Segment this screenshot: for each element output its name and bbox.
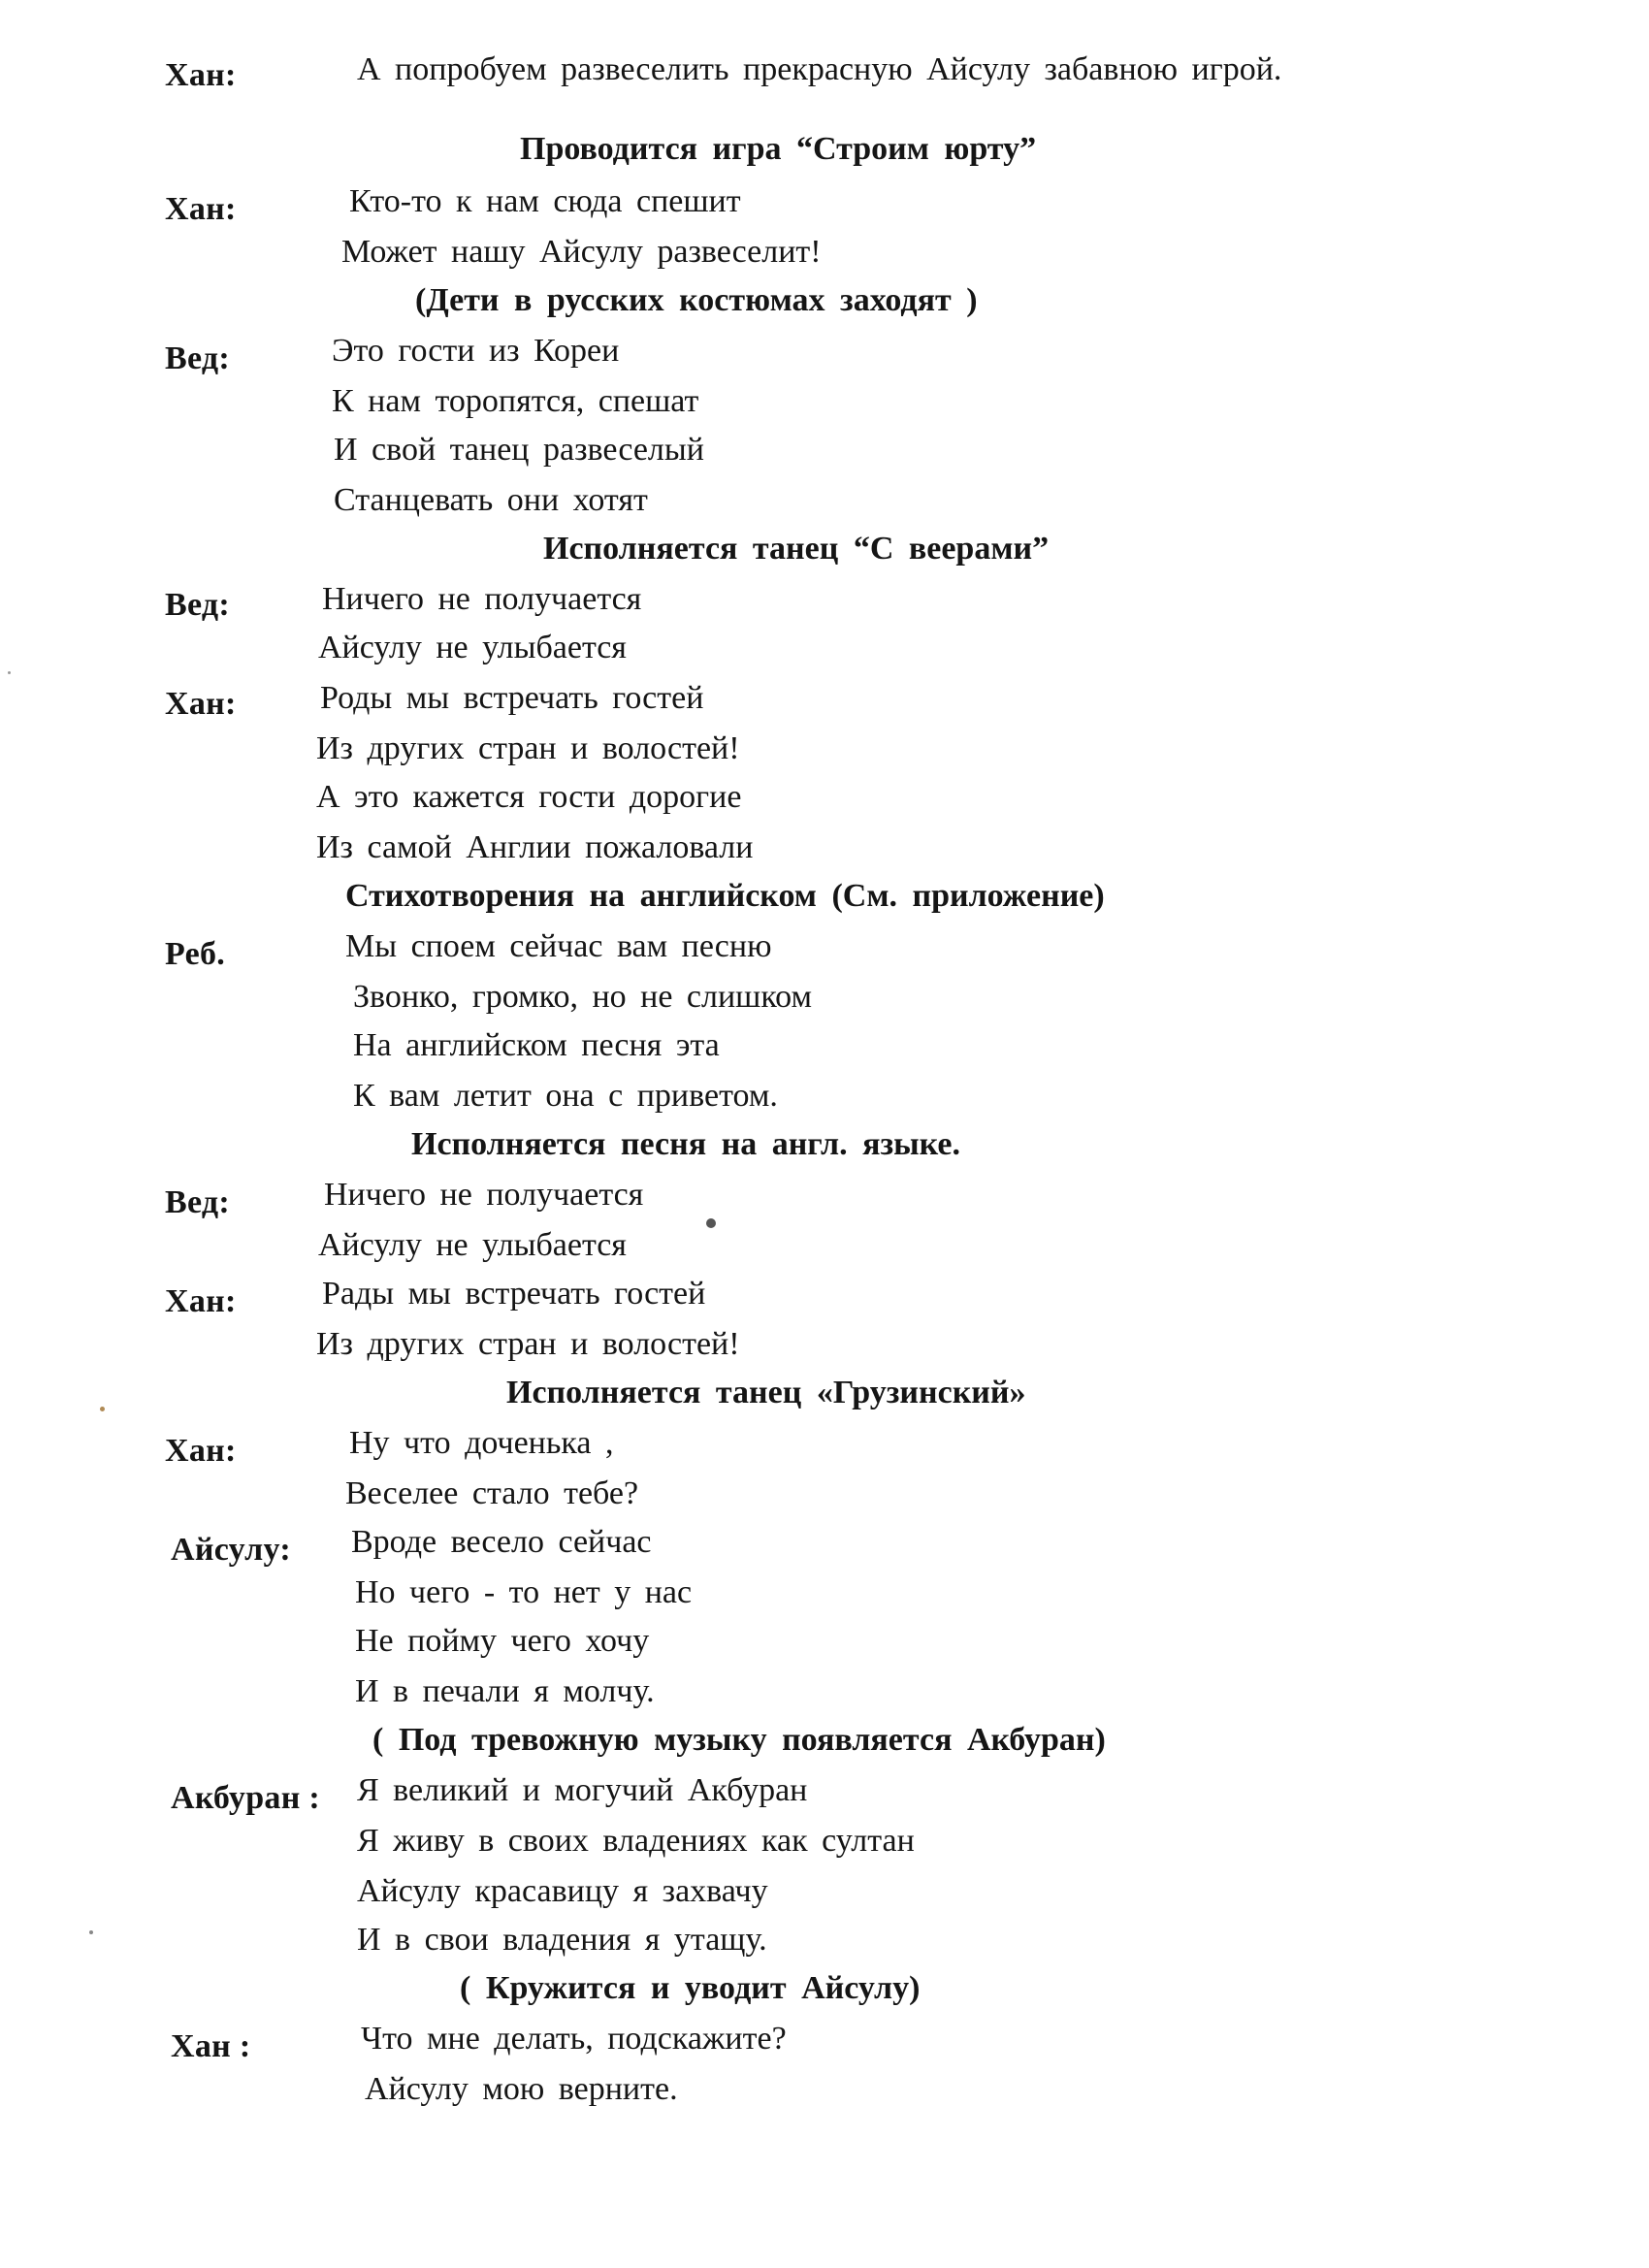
speaker-label: Хан:	[165, 686, 237, 722]
stage-direction: ( Под тревожную музыку появляется Акбуран)	[372, 1722, 1106, 1758]
stage-direction: Исполняется танец «Грузинский»	[506, 1375, 1026, 1410]
dialogue-line: Кто-то к нам сюда спешит	[349, 183, 741, 219]
stage-direction: Исполняется песня на англ. языке.	[411, 1126, 961, 1162]
speaker-label: Вед:	[165, 587, 231, 623]
stage-direction: Исполняется танец “С веерами”	[543, 531, 1050, 567]
speaker-label: Вед:	[165, 340, 231, 376]
stage-direction: Проводится игра “Строим юрту”	[520, 131, 1037, 167]
dialogue-line: Айсулу не улыбается	[318, 1227, 627, 1263]
stage-direction: ( Кружится и уводит Айсулу)	[460, 1970, 921, 2006]
speaker-label: Хан:	[165, 1433, 237, 1469]
dialogue-line: Ничего не получается	[324, 1177, 644, 1213]
dialogue-line: Может нашу Айсулу развеселит!	[341, 234, 822, 270]
dialogue-line: А попробуем развеселить прекрасную Айсулу забавною игрой.	[357, 51, 1282, 87]
dialogue-line: Из самой Англии пожаловали	[316, 829, 754, 865]
speaker-label: Хан:	[165, 57, 237, 93]
dialogue-line: К нам торопятся, спешат	[332, 383, 699, 419]
dialogue-line: Но чего - то нет у нас	[355, 1574, 693, 1610]
speaker-label: Айсулу:	[171, 1532, 291, 1568]
dialogue-line: Из других стран и волостей!	[316, 730, 740, 766]
dialogue-line: Ну что доченька ,	[349, 1425, 614, 1461]
dialogue-line: Станцевать они хотят	[334, 482, 648, 518]
dialogue-line: И в свои владения я утащу.	[357, 1922, 767, 1958]
scan-speck	[706, 1218, 716, 1228]
dialogue-line: Что мне делать, подскажите?	[361, 2021, 787, 2057]
dialogue-line: И свой танец развеселый	[334, 432, 704, 468]
dialogue-line: Я великий и могучий Акбуран	[357, 1772, 808, 1808]
dialogue-line: Из других стран и волостей!	[316, 1326, 740, 1362]
dialogue-line: Роды мы встречать гостей	[320, 680, 704, 716]
dialogue-line: Это гости из Кореи	[332, 333, 620, 369]
stage-direction: (Дети в русских костюмах заходят )	[415, 282, 978, 318]
speaker-label: Акбуран :	[171, 1780, 321, 1816]
dialogue-line: А это кажется гости дорогие	[316, 779, 742, 815]
stage-direction: Стихотворения на английском (См. приложение)	[345, 878, 1105, 914]
dialogue-line: Рады мы встречать гостей	[322, 1276, 706, 1312]
scan-speck	[8, 671, 11, 674]
speaker-label: Хан:	[165, 1283, 237, 1319]
speaker-label: Хан :	[171, 2028, 251, 2064]
scan-speck	[89, 1930, 93, 1934]
dialogue-line: Мы споем сейчас вам песню	[345, 928, 772, 964]
dialogue-line: Веселее стало тебе?	[345, 1475, 639, 1511]
dialogue-line: Айсулу мою верните.	[365, 2071, 678, 2107]
scan-speck	[100, 1407, 105, 1411]
dialogue-line: К вам летит она с приветом.	[353, 1078, 778, 1114]
speaker-label: Хан:	[165, 191, 237, 227]
dialogue-line: Звонко, громко, но не слишком	[353, 979, 813, 1015]
dialogue-line: Вроде весело сейчас	[351, 1524, 652, 1560]
speaker-label: Вед:	[165, 1184, 231, 1220]
dialogue-line: Я живу в своих владениях как султан	[357, 1823, 915, 1859]
dialogue-line: Ничего не получается	[322, 581, 642, 617]
dialogue-line: И в печали я молчу.	[355, 1673, 655, 1709]
dialogue-line: Айсулу не улыбается	[318, 630, 627, 665]
dialogue-line: На английском песня эта	[353, 1027, 720, 1063]
dialogue-line: Айсулу красавицу я захвачу	[357, 1873, 768, 1909]
speaker-label: Реб.	[165, 936, 226, 972]
dialogue-line: Не пойму чего хочу	[355, 1623, 650, 1659]
